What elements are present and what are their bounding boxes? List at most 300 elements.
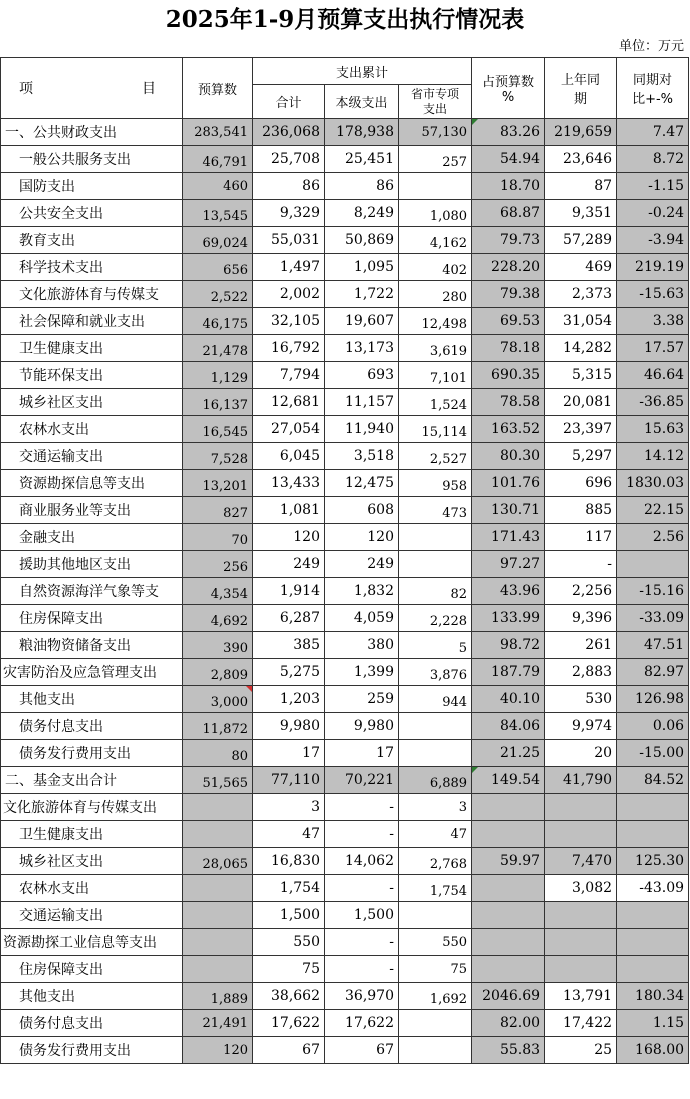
- cell-ratio: 79.38: [472, 281, 545, 308]
- cell-local: 1,832: [325, 578, 399, 605]
- row-item-name: 一般公共服务支出: [1, 146, 183, 173]
- cell-yoy: 17.57: [617, 335, 689, 362]
- cell-special: [399, 173, 472, 200]
- row-item-name: 债务付息支出: [1, 713, 183, 740]
- cell-special: 473: [399, 497, 472, 524]
- row-item-name: 一、公共财政支出: [1, 119, 183, 146]
- cell-ratio: 163.52: [472, 416, 545, 443]
- cell-ratio: 40.10: [472, 686, 545, 713]
- cell-last: 2,373: [545, 281, 617, 308]
- cell-special: 944: [399, 686, 472, 713]
- cell-last: 5,297: [545, 443, 617, 470]
- cell-ratio: 228.20: [472, 254, 545, 281]
- table-row: [1, 362, 689, 389]
- row-item-name: 其他支出: [1, 983, 183, 1010]
- cell-ratio: 18.70: [472, 173, 545, 200]
- cell-budget: 16,137: [183, 389, 253, 416]
- cell-special: 75: [399, 956, 472, 983]
- cell-budget: 11,872: [183, 713, 253, 740]
- cell-local: 17,622: [325, 1010, 399, 1037]
- header-budget: 预算数: [183, 58, 253, 119]
- cell-last: 9,974: [545, 713, 617, 740]
- cell-local: 380: [325, 632, 399, 659]
- cell-budget: 4,354: [183, 578, 253, 605]
- cell-total: 1,497: [253, 254, 325, 281]
- cell-ratio: 59.97: [472, 848, 545, 875]
- cell-budget: 46,791: [183, 146, 253, 173]
- cell-local: 1,500: [325, 902, 399, 929]
- cell-yoy: 0.06: [617, 713, 689, 740]
- cell-last: -: [545, 551, 617, 578]
- cell-special: 280: [399, 281, 472, 308]
- cell-special: [399, 902, 472, 929]
- row-item-name: 农林水支出: [1, 875, 183, 902]
- table-row: [1, 875, 689, 902]
- table-row: [1, 281, 689, 308]
- cell-special: 82: [399, 578, 472, 605]
- cell-special: 257: [399, 146, 472, 173]
- table-row: [1, 335, 689, 362]
- cell-yoy: [617, 956, 689, 983]
- cell-last: 469: [545, 254, 617, 281]
- cell-total: 16,792: [253, 335, 325, 362]
- row-item-name: 其他支出: [1, 686, 183, 713]
- cell-local: -: [325, 821, 399, 848]
- cell-special: 402: [399, 254, 472, 281]
- table-row: [1, 470, 689, 497]
- cell-yoy: 7.47: [617, 119, 689, 146]
- cell-local: 50,869: [325, 227, 399, 254]
- cell-budget: [183, 875, 253, 902]
- cell-last: 57,289: [545, 227, 617, 254]
- cell-last: 9,396: [545, 605, 617, 632]
- cell-last: 117: [545, 524, 617, 551]
- cell-yoy: [617, 821, 689, 848]
- row-item-name: 灾害防治及应急管理支出: [1, 659, 183, 686]
- table-row: [1, 686, 689, 713]
- cell-total: 12,681: [253, 389, 325, 416]
- cell-last: 13,791: [545, 983, 617, 1010]
- cell-budget: 21,478: [183, 335, 253, 362]
- cell-yoy: 8.72: [617, 146, 689, 173]
- table-row: [1, 605, 689, 632]
- cell-last: 3,082: [545, 875, 617, 902]
- cell-special: 2,768: [399, 848, 472, 875]
- cell-ratio: [472, 875, 545, 902]
- cell-special: 958: [399, 470, 472, 497]
- cell-special: 3,619: [399, 335, 472, 362]
- row-item-name: 住房保障支出: [1, 605, 183, 632]
- cell-local: 8,249: [325, 200, 399, 227]
- cell-yoy: 3.38: [617, 308, 689, 335]
- cell-local: 13,173: [325, 335, 399, 362]
- cell-total: 6,045: [253, 443, 325, 470]
- cell-yoy: [617, 929, 689, 956]
- row-item-name: 卫生健康支出: [1, 821, 183, 848]
- cell-special: 2,228: [399, 605, 472, 632]
- row-item-name: 资源勘探信息等支出: [1, 470, 183, 497]
- row-item-name: 城乡社区支出: [1, 389, 183, 416]
- cell-budget: 51,565: [183, 767, 253, 794]
- cell-total: 1,203: [253, 686, 325, 713]
- cell-budget: 46,175: [183, 308, 253, 335]
- row-item-name: 金融支出: [1, 524, 183, 551]
- cell-budget: 460: [183, 173, 253, 200]
- cell-total: 249: [253, 551, 325, 578]
- cell-total: 27,054: [253, 416, 325, 443]
- table-row: [1, 794, 689, 821]
- cell-local: 1,399: [325, 659, 399, 686]
- cell-yoy: 1830.03: [617, 470, 689, 497]
- cell-ratio: 55.83: [472, 1037, 545, 1064]
- cell-local: 1,722: [325, 281, 399, 308]
- cell-yoy: -15.63: [617, 281, 689, 308]
- cell-ratio: [472, 929, 545, 956]
- cell-ratio: [472, 956, 545, 983]
- cell-ratio: 690.35: [472, 362, 545, 389]
- cell-local: 11,157: [325, 389, 399, 416]
- cell-total: 5,275: [253, 659, 325, 686]
- cell-budget: 21,491: [183, 1010, 253, 1037]
- row-item-name: 粮油物资储备支出: [1, 632, 183, 659]
- cell-budget: 80: [183, 740, 253, 767]
- cell-yoy: 126.98: [617, 686, 689, 713]
- cell-local: 70,221: [325, 767, 399, 794]
- cell-budget: 4,692: [183, 605, 253, 632]
- cell-ratio: 2046.69: [472, 983, 545, 1010]
- table-row: [1, 1010, 689, 1037]
- row-item-name: 住房保障支出: [1, 956, 183, 983]
- cell-last: [545, 956, 617, 983]
- row-item-name: 债务发行费用支出: [1, 740, 183, 767]
- cell-last: 885: [545, 497, 617, 524]
- table-row: [1, 443, 689, 470]
- cell-last: 14,282: [545, 335, 617, 362]
- cell-local: 120: [325, 524, 399, 551]
- row-item-name: 文化旅游体育与传媒支: [1, 281, 183, 308]
- cell-total: 75: [253, 956, 325, 983]
- cell-local: 14,062: [325, 848, 399, 875]
- cell-local: -: [325, 875, 399, 902]
- cell-yoy: 46.64: [617, 362, 689, 389]
- table-row: [1, 983, 689, 1010]
- cell-ratio: 97.27: [472, 551, 545, 578]
- header-item-left: 项: [19, 81, 33, 97]
- cell-local: 178,938: [325, 119, 399, 146]
- cell-ratio: 78.18: [472, 335, 545, 362]
- cell-ratio: 54.94: [472, 146, 545, 173]
- cell-ratio: 171.43: [472, 524, 545, 551]
- table-row: [1, 1037, 689, 1064]
- cell-total: 17: [253, 740, 325, 767]
- cell-local: -: [325, 794, 399, 821]
- header-ratio-line2: %: [501, 90, 515, 105]
- cell-yoy: [617, 794, 689, 821]
- table-row: [1, 308, 689, 335]
- cell-total: 1,081: [253, 497, 325, 524]
- cell-total: 236,068: [253, 119, 325, 146]
- cell-yoy: -3.94: [617, 227, 689, 254]
- row-item-name: 节能环保支出: [1, 362, 183, 389]
- cell-special: 7,101: [399, 362, 472, 389]
- header-item: [1, 58, 183, 119]
- cell-total: 3: [253, 794, 325, 821]
- cell-yoy: -33.09: [617, 605, 689, 632]
- cell-last: 23,397: [545, 416, 617, 443]
- cell-ratio: 130.71: [472, 497, 545, 524]
- cell-last: [545, 902, 617, 929]
- cell-yoy: -36.85: [617, 389, 689, 416]
- table-row: [1, 821, 689, 848]
- cell-budget: 283,541: [183, 119, 253, 146]
- cell-budget: 1,129: [183, 362, 253, 389]
- cell-last: 219,659: [545, 119, 617, 146]
- cell-yoy: 2.56: [617, 524, 689, 551]
- cell-local: -: [325, 956, 399, 983]
- row-item-name: 文化旅游体育与传媒支出: [1, 794, 183, 821]
- cell-local: 259: [325, 686, 399, 713]
- table-row: [1, 578, 689, 605]
- cell-total: 1,754: [253, 875, 325, 902]
- unit-label: 单位：万元: [618, 39, 684, 54]
- row-item-name: 城乡社区支出: [1, 848, 183, 875]
- table-row: [1, 119, 689, 146]
- cell-budget: 7,528: [183, 443, 253, 470]
- cell-ratio: 101.76: [472, 470, 545, 497]
- cell-budget: 120: [183, 1037, 253, 1064]
- cell-yoy: 180.34: [617, 983, 689, 1010]
- cell-budget: 28,065: [183, 848, 253, 875]
- cell-last: 20: [545, 740, 617, 767]
- cell-total: 47: [253, 821, 325, 848]
- cell-budget: 390: [183, 632, 253, 659]
- header-row-1: [1, 58, 689, 85]
- cell-last: 31,054: [545, 308, 617, 335]
- cell-budget: [183, 902, 253, 929]
- cell-local: 4,059: [325, 605, 399, 632]
- cell-special: 1,692: [399, 983, 472, 1010]
- cell-ratio: [472, 794, 545, 821]
- row-item-name: 卫生健康支出: [1, 335, 183, 362]
- table-row: [1, 713, 689, 740]
- cell-yoy: 82.97: [617, 659, 689, 686]
- cell-last: 20,081: [545, 389, 617, 416]
- cell-local: 1,095: [325, 254, 399, 281]
- header-last-year-line1: 上年同: [561, 73, 601, 88]
- cell-ratio: 98.72: [472, 632, 545, 659]
- table-row: [1, 767, 689, 794]
- cell-yoy: -15.16: [617, 578, 689, 605]
- row-item-name: 交通运输支出: [1, 443, 183, 470]
- table-row: [1, 740, 689, 767]
- row-item-name: 国防支出: [1, 173, 183, 200]
- cell-special: 1,754: [399, 875, 472, 902]
- cell-last: 261: [545, 632, 617, 659]
- header-total: 合计: [253, 85, 325, 119]
- header-yoy-line1: 同期对: [633, 73, 673, 88]
- cell-budget: 656: [183, 254, 253, 281]
- table-row: [1, 929, 689, 956]
- header-yoy: [617, 58, 689, 119]
- cell-total: 120: [253, 524, 325, 551]
- cell-yoy: 22.15: [617, 497, 689, 524]
- cell-budget: 70: [183, 524, 253, 551]
- cell-total: 9,329: [253, 200, 325, 227]
- cell-special: 15,114: [399, 416, 472, 443]
- cell-last: 5,315: [545, 362, 617, 389]
- cell-budget: 1,889: [183, 983, 253, 1010]
- cell-ratio: 82.00: [472, 1010, 545, 1037]
- table-row: [1, 524, 689, 551]
- table-row: [1, 389, 689, 416]
- cell-special: [399, 551, 472, 578]
- cell-ratio: 68.87: [472, 200, 545, 227]
- cell-yoy: 15.63: [617, 416, 689, 443]
- table-row: [1, 254, 689, 281]
- cell-total: 385: [253, 632, 325, 659]
- cell-last: 17,422: [545, 1010, 617, 1037]
- cell-special: 2,527: [399, 443, 472, 470]
- cell-total: 32,105: [253, 308, 325, 335]
- cell-last: 87: [545, 173, 617, 200]
- cell-local: 12,475: [325, 470, 399, 497]
- table-row: [1, 551, 689, 578]
- table-row: [1, 416, 689, 443]
- cell-yoy: 125.30: [617, 848, 689, 875]
- cell-total: 9,980: [253, 713, 325, 740]
- table-row: [1, 497, 689, 524]
- cell-budget: [183, 794, 253, 821]
- row-item-name: 教育支出: [1, 227, 183, 254]
- cell-special: [399, 524, 472, 551]
- row-item-name: 农林水支出: [1, 416, 183, 443]
- cell-budget: [183, 956, 253, 983]
- cell-local: 25,451: [325, 146, 399, 173]
- header-cumulative: 支出累计: [253, 58, 472, 85]
- header-yoy-line2: 比+-%: [632, 92, 673, 107]
- cell-yoy: 168.00: [617, 1037, 689, 1064]
- cell-local: 11,940: [325, 416, 399, 443]
- cell-total: 67: [253, 1037, 325, 1064]
- cell-special: [399, 713, 472, 740]
- cell-yoy: 1.15: [617, 1010, 689, 1037]
- cell-yoy: -0.24: [617, 200, 689, 227]
- cell-last: [545, 794, 617, 821]
- cell-total: 6,287: [253, 605, 325, 632]
- cell-local: 36,970: [325, 983, 399, 1010]
- cell-ratio: 21.25: [472, 740, 545, 767]
- cell-local: 17: [325, 740, 399, 767]
- cell-total: 86: [253, 173, 325, 200]
- cell-total: 55,031: [253, 227, 325, 254]
- cell-total: 25,708: [253, 146, 325, 173]
- cell-total: 550: [253, 929, 325, 956]
- table-row: [1, 200, 689, 227]
- cell-ratio: 187.79: [472, 659, 545, 686]
- cell-yoy: -15.00: [617, 740, 689, 767]
- cell-budget: 2,809: [183, 659, 253, 686]
- header-ratio: [472, 58, 545, 119]
- cell-yoy: [617, 551, 689, 578]
- cell-ratio: [472, 902, 545, 929]
- row-item-name: 二、基金支出合计: [1, 767, 183, 794]
- row-item-name: 公共安全支出: [1, 200, 183, 227]
- cell-budget: 827: [183, 497, 253, 524]
- cell-yoy: -43.09: [617, 875, 689, 902]
- table-row: [1, 902, 689, 929]
- row-item-name: 社会保障和就业支出: [1, 308, 183, 335]
- header-last-year: [545, 58, 617, 119]
- table-row: [1, 659, 689, 686]
- cell-yoy: 14.12: [617, 443, 689, 470]
- cell-total: 77,110: [253, 767, 325, 794]
- header-ratio-line1: 占预算数: [482, 75, 535, 90]
- cell-special: 1,524: [399, 389, 472, 416]
- cell-budget: [183, 821, 253, 848]
- cell-last: 7,470: [545, 848, 617, 875]
- cell-last: 9,351: [545, 200, 617, 227]
- cell-last: 25: [545, 1037, 617, 1064]
- cell-last: 23,646: [545, 146, 617, 173]
- cell-total: 2,002: [253, 281, 325, 308]
- cell-last: [545, 821, 617, 848]
- cell-ratio: 69.53: [472, 308, 545, 335]
- cell-yoy: -1.15: [617, 173, 689, 200]
- header-special-line2: 支出: [423, 101, 448, 116]
- cell-ratio: 149.54: [472, 767, 545, 794]
- cell-special: 4,162: [399, 227, 472, 254]
- cell-special: 1,080: [399, 200, 472, 227]
- cell-special: [399, 740, 472, 767]
- cell-special: 5: [399, 632, 472, 659]
- cell-total: 17,622: [253, 1010, 325, 1037]
- row-item-name: 资源勘探工业信息等支出: [1, 929, 183, 956]
- cell-budget: 2,522: [183, 281, 253, 308]
- cell-budget: 13,201: [183, 470, 253, 497]
- cell-ratio: 78.58: [472, 389, 545, 416]
- cell-total: 7,794: [253, 362, 325, 389]
- row-item-name: 交通运输支出: [1, 902, 183, 929]
- cell-total: 1,500: [253, 902, 325, 929]
- cell-last: [545, 929, 617, 956]
- cell-total: 13,433: [253, 470, 325, 497]
- cell-local: 19,607: [325, 308, 399, 335]
- header-item-right: 目: [142, 81, 156, 97]
- cell-budget: [183, 929, 253, 956]
- cell-budget: 3,000: [183, 686, 253, 713]
- cell-special: 47: [399, 821, 472, 848]
- cell-budget: 256: [183, 551, 253, 578]
- cell-local: 608: [325, 497, 399, 524]
- cell-local: 3,518: [325, 443, 399, 470]
- row-item-name: 债务发行费用支出: [1, 1037, 183, 1064]
- cell-total: 16,830: [253, 848, 325, 875]
- cell-budget: 69,024: [183, 227, 253, 254]
- cell-local: 693: [325, 362, 399, 389]
- cell-special: 12,498: [399, 308, 472, 335]
- table-row: [1, 227, 689, 254]
- table-row: [1, 848, 689, 875]
- cell-ratio: 79.73: [472, 227, 545, 254]
- cell-budget: 16,545: [183, 416, 253, 443]
- cell-last: 2,256: [545, 578, 617, 605]
- cell-special: [399, 1010, 472, 1037]
- cell-special: 6,889: [399, 767, 472, 794]
- row-item-name: 自然资源海洋气象等支: [1, 578, 183, 605]
- cell-yoy: 47.51: [617, 632, 689, 659]
- cell-budget: 13,545: [183, 200, 253, 227]
- table-row: [1, 173, 689, 200]
